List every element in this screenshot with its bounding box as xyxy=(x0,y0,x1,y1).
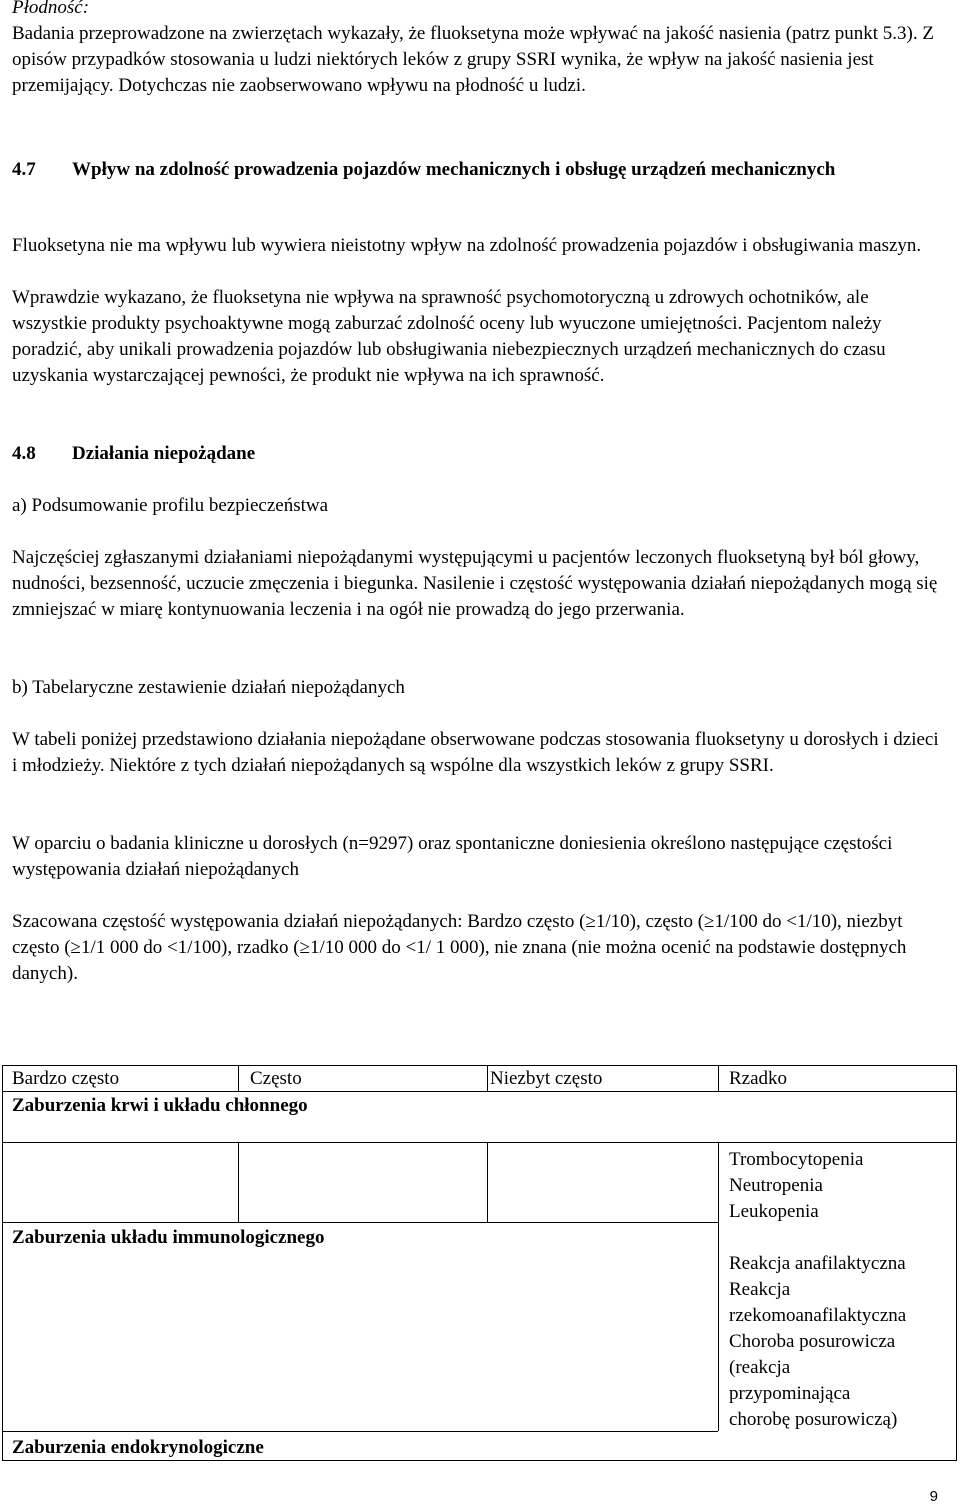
table-divider xyxy=(3,1431,718,1432)
table-divider xyxy=(718,1142,719,1431)
section-4-7-heading xyxy=(12,157,942,183)
list-item: Leukopenia xyxy=(729,1201,819,1222)
table-divider xyxy=(238,1066,239,1091)
list-item: rzekomoanafilaktyczna xyxy=(729,1305,907,1326)
section-4-7-para2: Wprawdzie wykazano, że fluoksetyna nie wpływa na sprawność psychomotoryczną u zdrowych ochotników, ale wszystkie produkty psychoaktywne mogą zaburzać zdolność oceny lub wyuczone umiejętności. Pacjentom należy poradzić, aby unikali prowadzenia pojazdów lub obsługiwania niebezpiecznych urządzeń mechanicznych do czasu uzyskania wystarczającej pewności, że produkt nie wpływa na ich sprawność. xyxy=(12,287,886,386)
fertility-heading: Płodność: xyxy=(12,0,90,18)
section-4-8-para-b3: Szacowana częstość występowania działań niepożądanych: Bardzo często (≥1/10), często (≥1/100 do <1/10), niezbyt często (≥1/1 000 do <1/100), rzadko (≥1/10 000 do <1/ 1 000), nie znana (nie można ocenić na podstawie dostępnych danych). xyxy=(12,911,907,984)
adverse-reactions-table xyxy=(2,1065,957,1461)
list-item: (reakcja xyxy=(729,1357,791,1378)
table-header-uncommon: Niezbyt często xyxy=(490,1068,603,1089)
table-divider xyxy=(3,1222,718,1223)
table-section-immune: Zaburzenia układu immunologicznego xyxy=(12,1227,325,1248)
table-header-very-common: Bardzo często xyxy=(12,1068,120,1089)
subsection-a-title: a) Podsumowanie profilu bezpieczeństwa xyxy=(12,495,329,516)
list-item: Neutropenia xyxy=(729,1175,823,1196)
table-section-endocrine: Zaburzenia endokrynologiczne xyxy=(12,1437,264,1458)
table-divider xyxy=(487,1066,488,1091)
list-item: Reakcja xyxy=(729,1279,791,1300)
table-section-blood: Zaburzenia krwi i układu chłonnego xyxy=(12,1095,308,1116)
list-item: przypominająca xyxy=(729,1383,851,1404)
list-item: Choroba posurowicza xyxy=(729,1331,896,1352)
section-4-8-para-b2: W oparciu o badania kliniczne u dorosłych (n=9297) oraz spontaniczne doniesienia określono następujące częstości występowania działań niepożądanych xyxy=(12,833,893,880)
table-header-common: Często xyxy=(250,1068,302,1089)
fertility-text: Badania przeprowadzone na zwierzętach wykazały, że fluoksetyna może wpływać na jakość nasienia (patrz punkt 5.3). Z opisów przypadków stosowania u ludzi niektórych leków z grupy SSRI wynika, że wpływ na jakość nasienia jest przemijający. Dotychczas nie zaobserwowano wpływu na płodność u ludzi. xyxy=(12,23,934,96)
section-title: Wpływ na zdolność prowadzenia pojazdów mechanicznych i obsługę urządzeń mechanicznych xyxy=(72,159,836,180)
section-number: 4.7 xyxy=(12,159,36,180)
section-title: Działania niepożądane xyxy=(72,443,256,464)
section-number: 4.8 xyxy=(12,443,36,464)
page-number: 9 xyxy=(929,1488,938,1505)
section-4-8-para-b1: W tabeli poniżej przedstawiono działania niepożądane obserwowane podczas stosowania fluoksetyny u dorosłych i dzieci i młodzieży. Niektóre z tych działań niepożądanych są wspólne dla wszystkich leków z grupy SSRI. xyxy=(12,729,939,776)
section-4-8-heading xyxy=(12,441,942,467)
table-divider xyxy=(238,1142,239,1222)
table-divider xyxy=(3,1091,956,1092)
table-cell-blood-rare xyxy=(729,1147,863,1225)
list-item: Trombocytopenia xyxy=(729,1149,864,1170)
table-divider xyxy=(718,1066,719,1091)
list-item: chorobę posurowiczą) xyxy=(729,1409,898,1430)
section-4-7-para1: Fluoksetyna nie ma wpływu lub wywiera nieistotny wpływ na zdolność prowadzenia pojazdów i obsługiwania maszyn. xyxy=(12,235,922,256)
table-divider xyxy=(487,1142,488,1222)
section-4-8-para-a: Najczęściej zgłaszanymi działaniami niepożądanymi występującymi u pacjentów leczonych fluoksetyną był ból głowy, nudności, bezsenność, uczucie zmęczenia i biegunka. Nasilenie i częstość występowania działań niepożądanych mogą się zmniejszać w miarę kontynuowania leczenia i na ogół nie prowadzą do jego przerwania. xyxy=(12,547,938,620)
subsection-b-title: b) Tabelaryczne zestawienie działań niepożądanych xyxy=(12,677,405,698)
list-item: Reakcja anafilaktyczna xyxy=(729,1253,906,1274)
table-cell-immune-rare xyxy=(729,1251,906,1433)
table-divider xyxy=(3,1142,956,1143)
table-header-rare: Rzadko xyxy=(729,1068,788,1089)
